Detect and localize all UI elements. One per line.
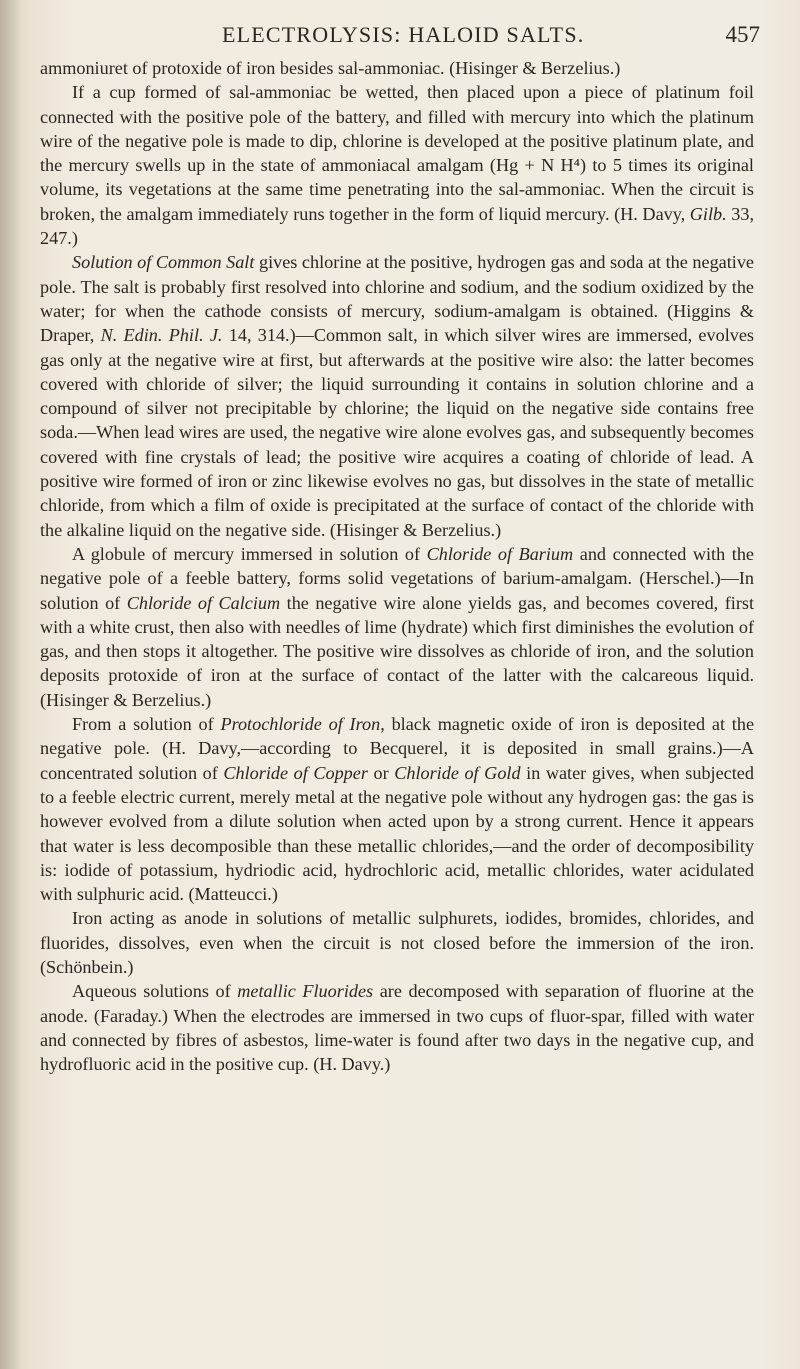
- text-run: Iron acting as anode in solutions of metallic sulphurets, iodides, bromides, chlorides, and fluorides, dissolves, even when the circuit is not closed before the immersion of the iron. (Schönbein.): [40, 908, 754, 977]
- text-run: 14, 314.)—Common salt, in which silver wires are immersed, evolves gas only at the negative wire at first, but afterwards at the positive wire also: the latter becomes covered with chloride of silver; the liquid surrounding it contains in solution chlorine and a compound of silver not precipitable by chlorine; the liquid on the negative side contains free soda.—When lead wires are used, the negative wire alone evolves gas, and subsequently becomes covered with fine crystals of lead; the positive wire acquires a coating of chloride of lead. A positive wire formed of iron or zinc likewise evolves no gas, but dissolves in the state of metallic chloride, from which a film of oxide is precipitated at the surface of contact of the chloride with the alkaline liquid on the negative side. (Hisinger & Berzelius.): [40, 325, 754, 540]
- text-run-italic: Solution of Common Salt: [72, 252, 255, 273]
- text-run-italic: metallic Fluorides: [237, 981, 374, 1002]
- text-run: A globule of mercury immersed in solution of: [72, 543, 427, 564]
- text-run: in water gives, when subjected to a feeble electric current, merely metal at the negative pole without any hydrogen gas: the gas is however evolved from a dilute solution when acted upon by a strong current. Hence it appears that water is less decomposible than these metallic chlorides,—and the order of decomposibility is: iodide of potassium, hydriodic acid, hydrochloric acid, metallic chlorides, water acidulated with sulphuric acid. (Matteucci.): [40, 762, 754, 905]
- text-run: or: [367, 762, 395, 783]
- text-run: and connected with the negative pole of a feeble battery, forms solid vegetations of barium-amalgam. (Herschel.)—In solution of: [40, 543, 754, 613]
- text-run-italic: Chloride of Gold: [394, 762, 521, 783]
- text-run-italic: Gilb.: [689, 203, 727, 224]
- text-run: From a solution of: [72, 714, 221, 735]
- text-run: the negative wire alone yields gas, and becomes covered, first with a white crust, then also with needles of lime (hydrate) which first diminishes the evolution of gas, and then stops it altogether. The positive wire dissolves as chloride of iron, and the solution deposits protoxide of iron at the surface of contact of the latter with the calcareous liquid. (Hisinger & Berzelius.): [40, 592, 755, 710]
- text-run: ammoniuret of protoxide of iron besides sal-ammoniac. (Hisinger & Berzelius.): [40, 58, 621, 78]
- text-run-italic: Chloride of Calcium: [126, 592, 281, 613]
- text-run: gives chlorine at the positive, hydrogen gas and soda at the negative pole. The salt is probably first resolved into chlorine and sodium, and the sodium oxidized by the water; for when the cathode consists of mercury, sodium-amalgam is obtained. (Higgins & Draper,: [40, 252, 755, 346]
- paragraph: [40, 712, 754, 906]
- text-run-italic: Chloride of Copper: [223, 762, 368, 783]
- text-run: Aqueous solutions of: [72, 981, 238, 1002]
- page-number: 457: [725, 22, 760, 47]
- paragraph: [40, 250, 754, 542]
- text-run-italic: N. Edin. Phil. J.: [100, 325, 223, 346]
- paragraph: [40, 906, 754, 979]
- paragraph: [40, 80, 754, 250]
- text-run-italic: Protochloride of Iron: [220, 714, 381, 735]
- text-run-italic: Chloride of Barium: [426, 543, 574, 564]
- page-header: [40, 22, 760, 48]
- text-run: 33, 247.): [40, 203, 755, 249]
- text-run: are decomposed with separation of fluorine at the anode. (Faraday.) When the electrodes are immersed in two cups of fluor-spar, filled with water and connected by fibres of asbestos, lime-water is found after two days in the negative cup, and hydrofluoric acid in the positive cup. (H. Davy.): [40, 981, 754, 1075]
- text-run: , black magnetic oxide of iron is deposited at the negative pole. (H. Davy,—according to Becquerel, it is deposited in small grains.)—A concentrated solution of: [40, 714, 755, 783]
- paragraph: [40, 56, 754, 80]
- text-run: If a cup formed of sal-ammoniac be wetted, then placed upon a piece of platinum foil connected with the positive pole of the battery, and filled with mercury into which the platinum wire of the negative pole is made to dip, chlorine is developed at the positive platinum plate, and the mercury swells up in the state of ammoniacal amalgam (Hg + N H⁴) to 5 times its original volume, its vegetations at the same time penetrating into the sal-ammoniac. When the circuit is broken, the amalgam immediately runs together in the form of liquid mercury. (H. Davy,: [40, 82, 754, 224]
- body-text: [40, 56, 754, 1076]
- paragraph: [40, 979, 754, 1076]
- running-head: ELECTROLYSIS: HALOID SALTS.: [222, 22, 585, 47]
- paragraph: [40, 542, 754, 712]
- binding-shadow: [0, 0, 22, 1369]
